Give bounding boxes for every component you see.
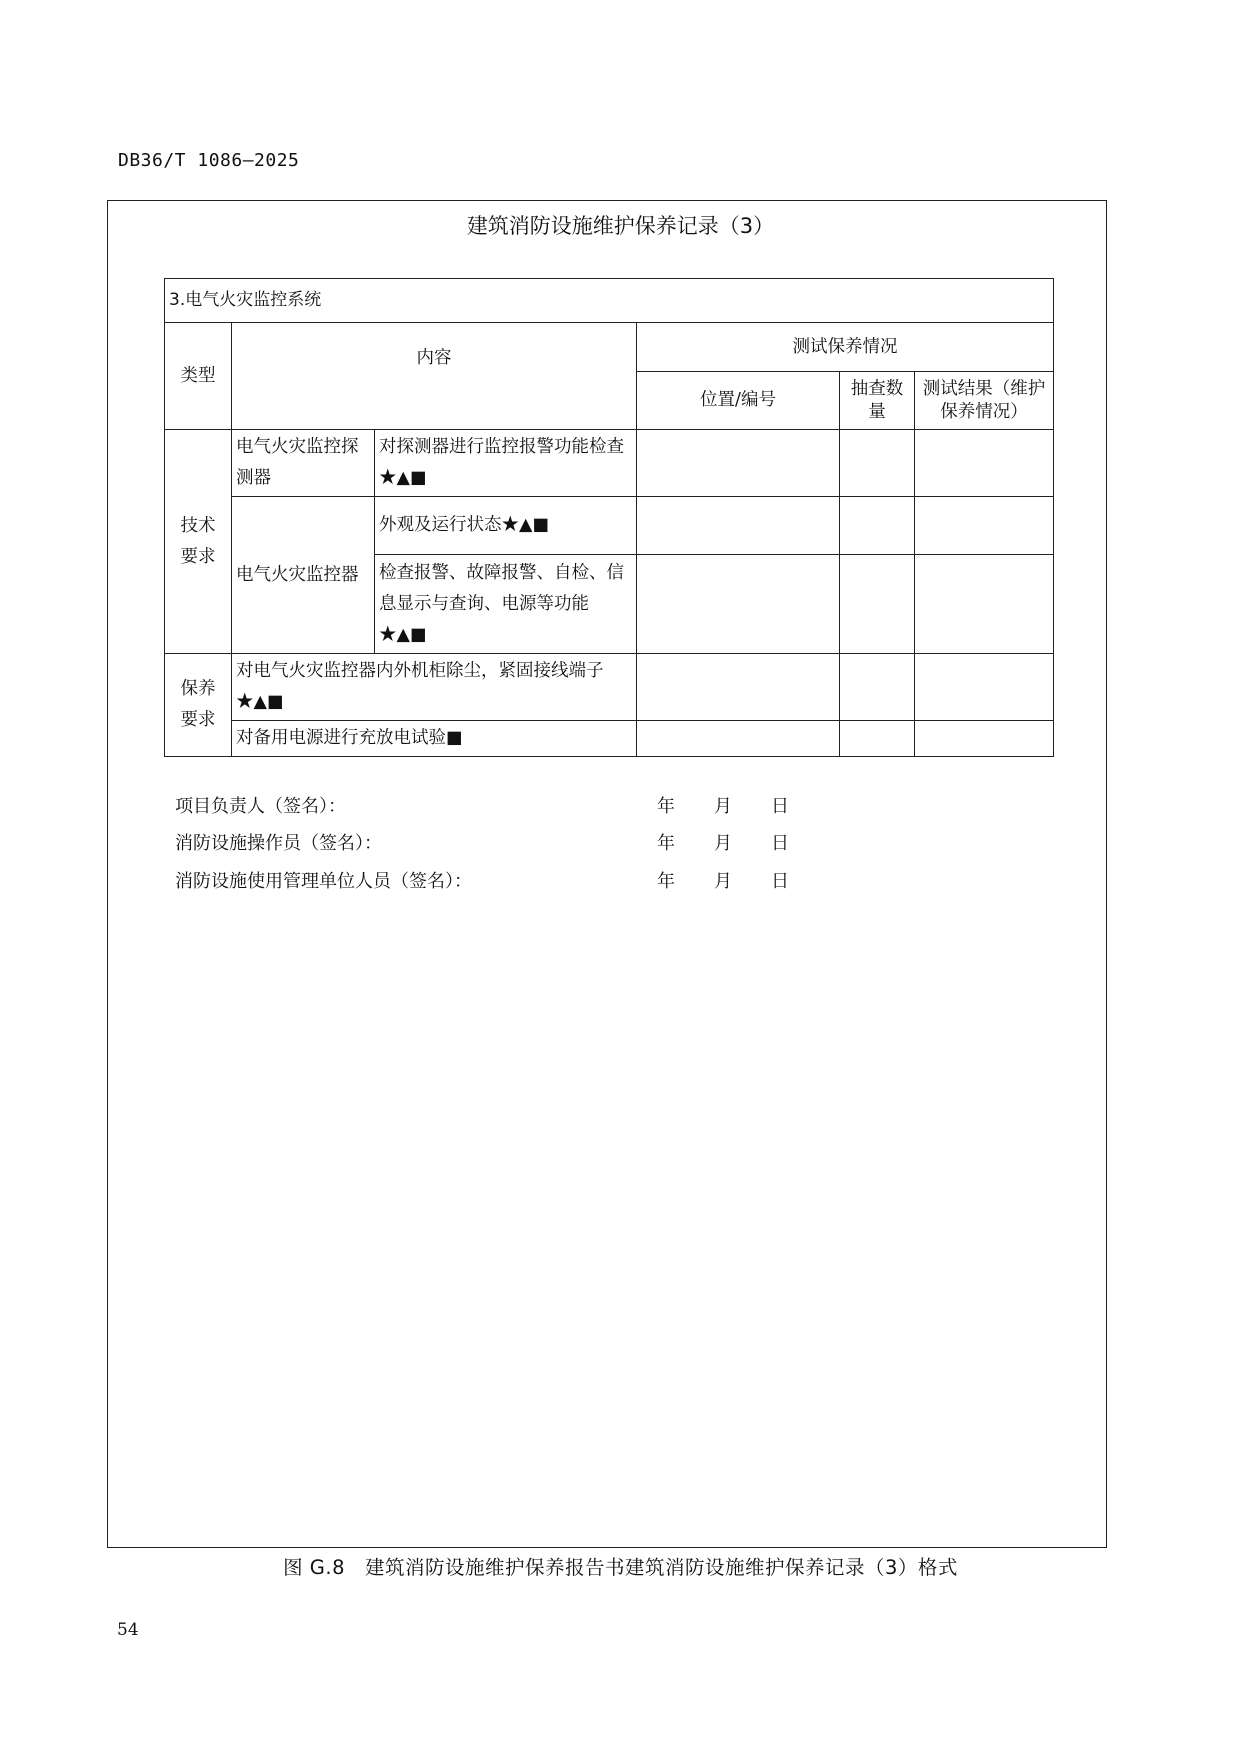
table-row: [165, 497, 1054, 555]
item-content: 对备用电源进行充放电试验■: [232, 721, 637, 757]
signature-date: [657, 867, 789, 893]
signature-label-operator: 消防设施操作员（签名）：: [175, 833, 382, 854]
month-label: 月: [714, 796, 732, 817]
figure-caption: 图 G.8 建筑消防设施维护保养报告书建筑消防设施维护保养记录（3）格式: [283, 1556, 958, 1579]
signature-date: [657, 792, 789, 818]
day-label: 日: [771, 871, 789, 892]
group-type-tech: 技术要求: [165, 430, 232, 654]
item-content: 对探测器进行监控报警功能检查★▲■: [375, 430, 637, 497]
item-name: 电气火灾监控探测器: [232, 430, 375, 497]
position-cell[interactable]: [637, 721, 840, 757]
item-content: 对电气火灾监控器内外机柜除尘，紧固接线端子★▲■: [232, 654, 637, 721]
section-title: 3.电气火灾监控系统: [165, 279, 1054, 323]
page-number: 54: [117, 1620, 139, 1640]
item-content: 检查报警、故障报警、自检、信息显示与查询、电源等功能★▲■: [375, 555, 637, 654]
sample-count-cell[interactable]: [840, 497, 915, 555]
sample-count-cell[interactable]: [840, 654, 915, 721]
year-label: 年: [657, 796, 675, 817]
position-cell[interactable]: [637, 497, 840, 555]
standard-code: DB36/T 1086—2025: [118, 150, 300, 171]
table-row: [165, 654, 1054, 721]
position-cell[interactable]: [637, 555, 840, 654]
item-content: 外观及运行状态★▲■: [375, 497, 637, 555]
signature-date: [657, 829, 789, 855]
result-cell[interactable]: [915, 555, 1054, 654]
column-header-result: 测试结果（维护保养情况）: [915, 372, 1054, 430]
header-row-1: [165, 323, 1054, 372]
year-label: 年: [657, 833, 675, 854]
table-row: [165, 721, 1054, 757]
day-label: 日: [771, 833, 789, 854]
result-cell[interactable]: [915, 430, 1054, 497]
year-label: 年: [657, 871, 675, 892]
sample-count-cell[interactable]: [840, 430, 915, 497]
section-row: [165, 279, 1054, 323]
column-header-content: 内容: [232, 323, 637, 430]
record-title: 建筑消防设施维护保养记录（3）: [466, 214, 775, 238]
maintenance-record-table: [164, 278, 1054, 757]
group-type-maintenance: 保养要求: [165, 654, 232, 757]
signature-label-management: 消防设施使用管理单位人员（签名）：: [175, 871, 472, 892]
column-header-position: 位置/编号: [637, 372, 840, 430]
column-header-sample-count: 抽查数量: [840, 372, 915, 430]
result-cell[interactable]: [915, 721, 1054, 757]
result-cell[interactable]: [915, 654, 1054, 721]
day-label: 日: [771, 796, 789, 817]
month-label: 月: [714, 833, 732, 854]
item-name: 电气火灾监控器: [232, 497, 375, 654]
sample-count-cell[interactable]: [840, 555, 915, 654]
column-header-type: 类型: [165, 323, 232, 430]
month-label: 月: [714, 871, 732, 892]
sample-count-cell[interactable]: [840, 721, 915, 757]
result-cell[interactable]: [915, 497, 1054, 555]
position-cell[interactable]: [637, 654, 840, 721]
table-row: [165, 430, 1054, 497]
position-cell[interactable]: [637, 430, 840, 497]
signature-label-project-lead: 项目负责人（签名）：: [175, 796, 346, 817]
column-header-test-group: 测试保养情况: [637, 323, 1054, 372]
